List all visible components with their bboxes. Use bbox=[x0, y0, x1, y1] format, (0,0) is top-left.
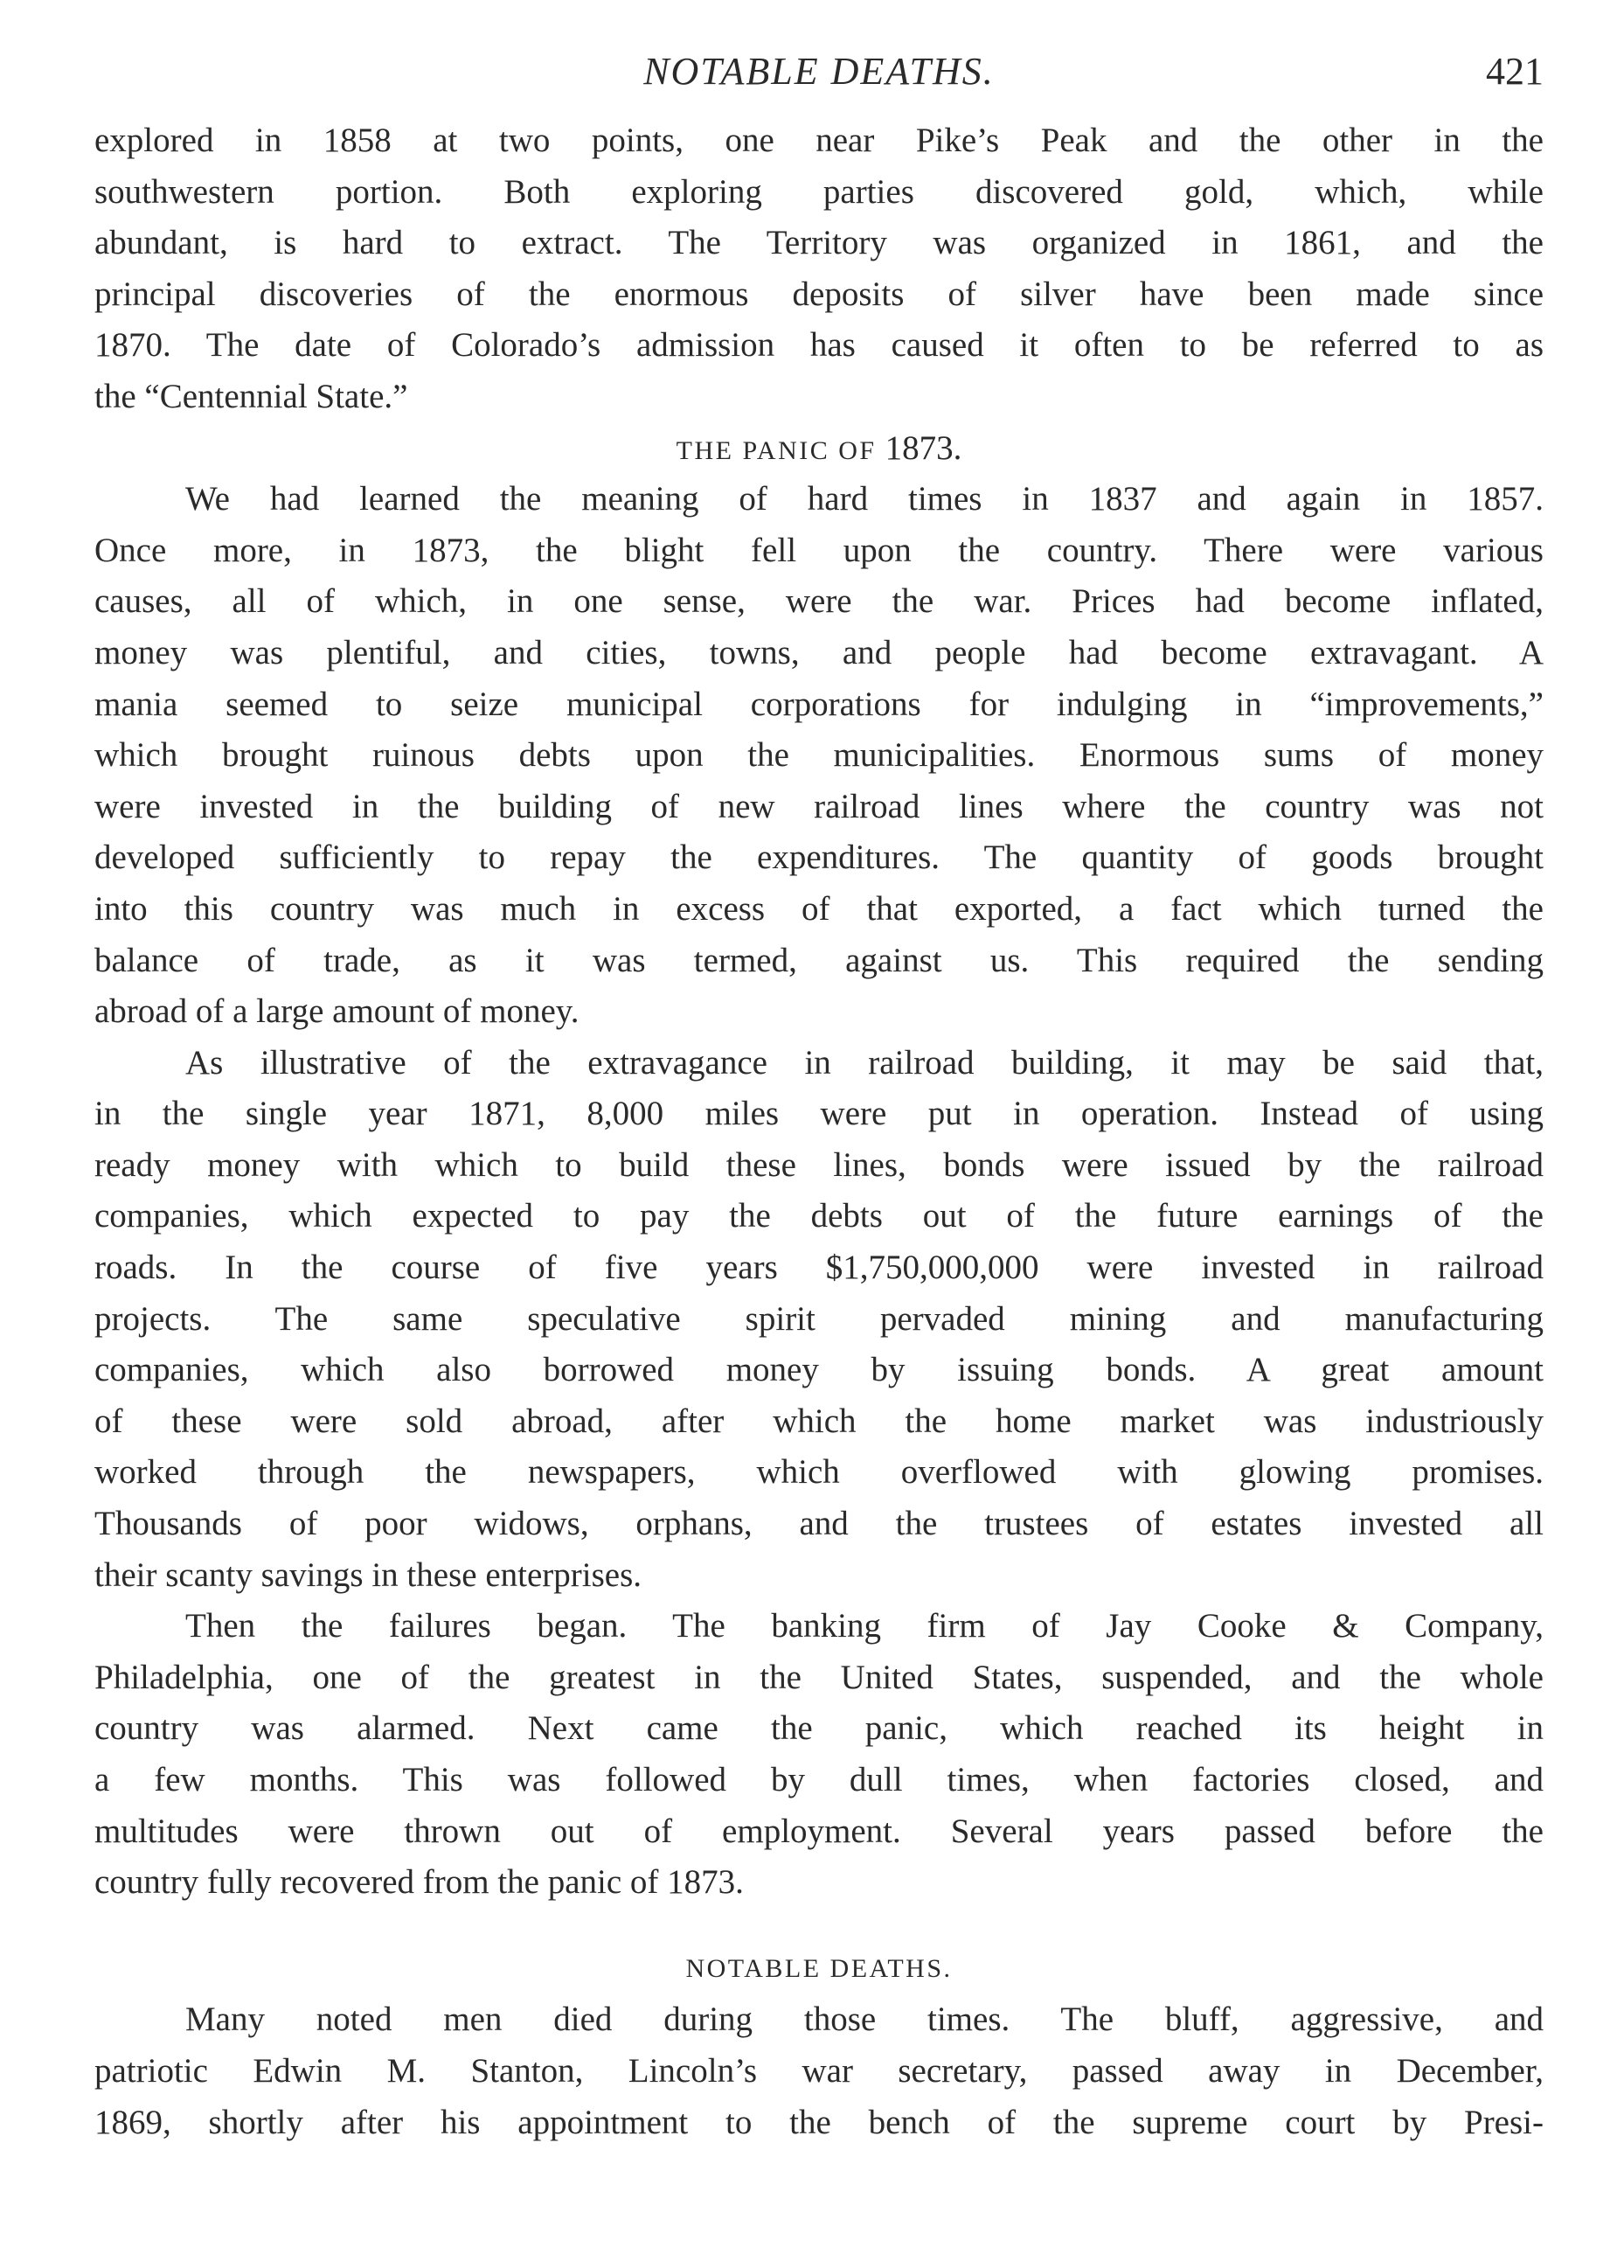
deaths-heading-text: NOTABLE DEATHS. bbox=[685, 1953, 953, 1983]
text-line: companies, which expected to pay the debts out of the future earnings of the bbox=[94, 1197, 1544, 1235]
panic-heading-text: THE PANIC OF bbox=[676, 435, 877, 465]
text-line: country was alarmed. Next came the panic, which reached its height in bbox=[94, 1709, 1544, 1748]
running-title: NOTABLE DEATHS. bbox=[643, 50, 995, 93]
text-line: explored in 1858 at two points, one near Pike’s Peak and the other in the bbox=[94, 122, 1544, 159]
text-line: which brought ruinous debts upon the municipalities. Enormous sums of money bbox=[94, 736, 1544, 775]
text-line: We had learned the meaning of hard times in 1837 and again in 1857. bbox=[185, 480, 1544, 518]
text-line: abundant, is hard to extract. The Territory was organized in 1861, and the bbox=[94, 224, 1544, 262]
text-line: Once more, in 1873, the blight fell upon the country. There were various bbox=[94, 531, 1544, 569]
body-text bbox=[94, 115, 1544, 2148]
text-line: Philadelphia, one of the greatest in the United States, suspended, and the whole bbox=[94, 1658, 1544, 1696]
panic-section-heading bbox=[94, 423, 1544, 475]
deaths-section-heading bbox=[94, 1944, 1544, 1995]
text-line: their scanty savings in these enterprises. bbox=[94, 1555, 642, 1594]
text-line: companies, which also borrowed money by issuing bonds. A great amount bbox=[94, 1351, 1544, 1389]
text-line: mania seemed to seize municipal corporations for indulging in “improvements,” bbox=[94, 685, 1544, 723]
text-line: worked through the newspapers, which overflowed with glowing promises. bbox=[94, 1453, 1544, 1492]
running-head bbox=[94, 45, 1544, 98]
text-line: ready money with which to build these lines, bonds were issued by the railroad bbox=[94, 1145, 1544, 1184]
text-line: multitudes were thrown out of employment. Several years passed before the bbox=[94, 1812, 1544, 1850]
text-line: were invested in the building of new railroad lines where the country was not bbox=[94, 787, 1544, 825]
text-line: country fully recovered from the panic of 1873. bbox=[94, 1863, 744, 1902]
panic-paragraph-1 bbox=[94, 474, 1544, 1038]
text-line: 1870. The date of Colorado’s admission has caused it often to be referred to as bbox=[94, 326, 1544, 365]
text-line: the “Centennial State.” bbox=[94, 377, 408, 415]
panic-heading-year: 1873. bbox=[885, 428, 962, 467]
text-line: principal discoveries of the enormous deposits of silver have been made since bbox=[94, 275, 1544, 313]
text-line: causes, all of which, in one sense, were the war. Prices had become inflated, bbox=[94, 582, 1544, 621]
text-line: money was plentiful, and cities, towns, and people had become extravagant. A bbox=[94, 633, 1544, 671]
text-line: of these were sold abroad, after which the home market was industriously bbox=[94, 1402, 1544, 1440]
text-line: patriotic Edwin M. Stanton, Lincoln’s war secretary, passed away in December, bbox=[94, 2051, 1544, 2090]
text-line: southwestern portion. Both exploring parties discovered gold, which, while bbox=[94, 172, 1544, 211]
text-line: balance of trade, as it was termed, against us. This required the sending bbox=[94, 941, 1544, 979]
text-line: a few months. This was followed by dull times, when factories closed, and bbox=[94, 1761, 1544, 1798]
section-spacer bbox=[94, 1909, 1544, 1944]
text-line: Thousands of poor widows, orphans, and the trustees of estates invested all bbox=[94, 1505, 1544, 1543]
page-number: 421 bbox=[1486, 50, 1544, 93]
text-line: roads. In the course of five years $1,750,000,000 were invested in railroad bbox=[94, 1249, 1544, 1287]
text-line: developed sufficiently to repay the expenditures. The quantity of goods brought bbox=[94, 838, 1544, 877]
text-line: 1869, shortly after his appointment to the bench of the supreme court by Presi- bbox=[94, 2103, 1544, 2141]
text-line: Then the failures began. The banking firm of Jay Cooke & Company, bbox=[185, 1607, 1544, 1645]
text-line: Many noted men died during those times. The bluff, aggressive, and bbox=[185, 2000, 1544, 2039]
text-line: into this country was much in excess of that exported, a fact which turned the bbox=[94, 889, 1544, 928]
panic-paragraph-2 bbox=[94, 1038, 1544, 1602]
text-line: projects. The same speculative spirit pervaded mining and manufacturing bbox=[94, 1299, 1544, 1338]
deaths-paragraph-1 bbox=[94, 1994, 1544, 2148]
text-line: in the single year 1871, 8,000 miles were put in operation. Instead of using bbox=[94, 1095, 1544, 1133]
text-line: As illustrative of the extravagance in railroad building, it may be said that, bbox=[185, 1043, 1544, 1082]
panic-paragraph-3 bbox=[94, 1601, 1544, 1909]
text-line: abroad of a large amount of money. bbox=[94, 992, 580, 1031]
colorado-paragraph bbox=[94, 115, 1544, 423]
